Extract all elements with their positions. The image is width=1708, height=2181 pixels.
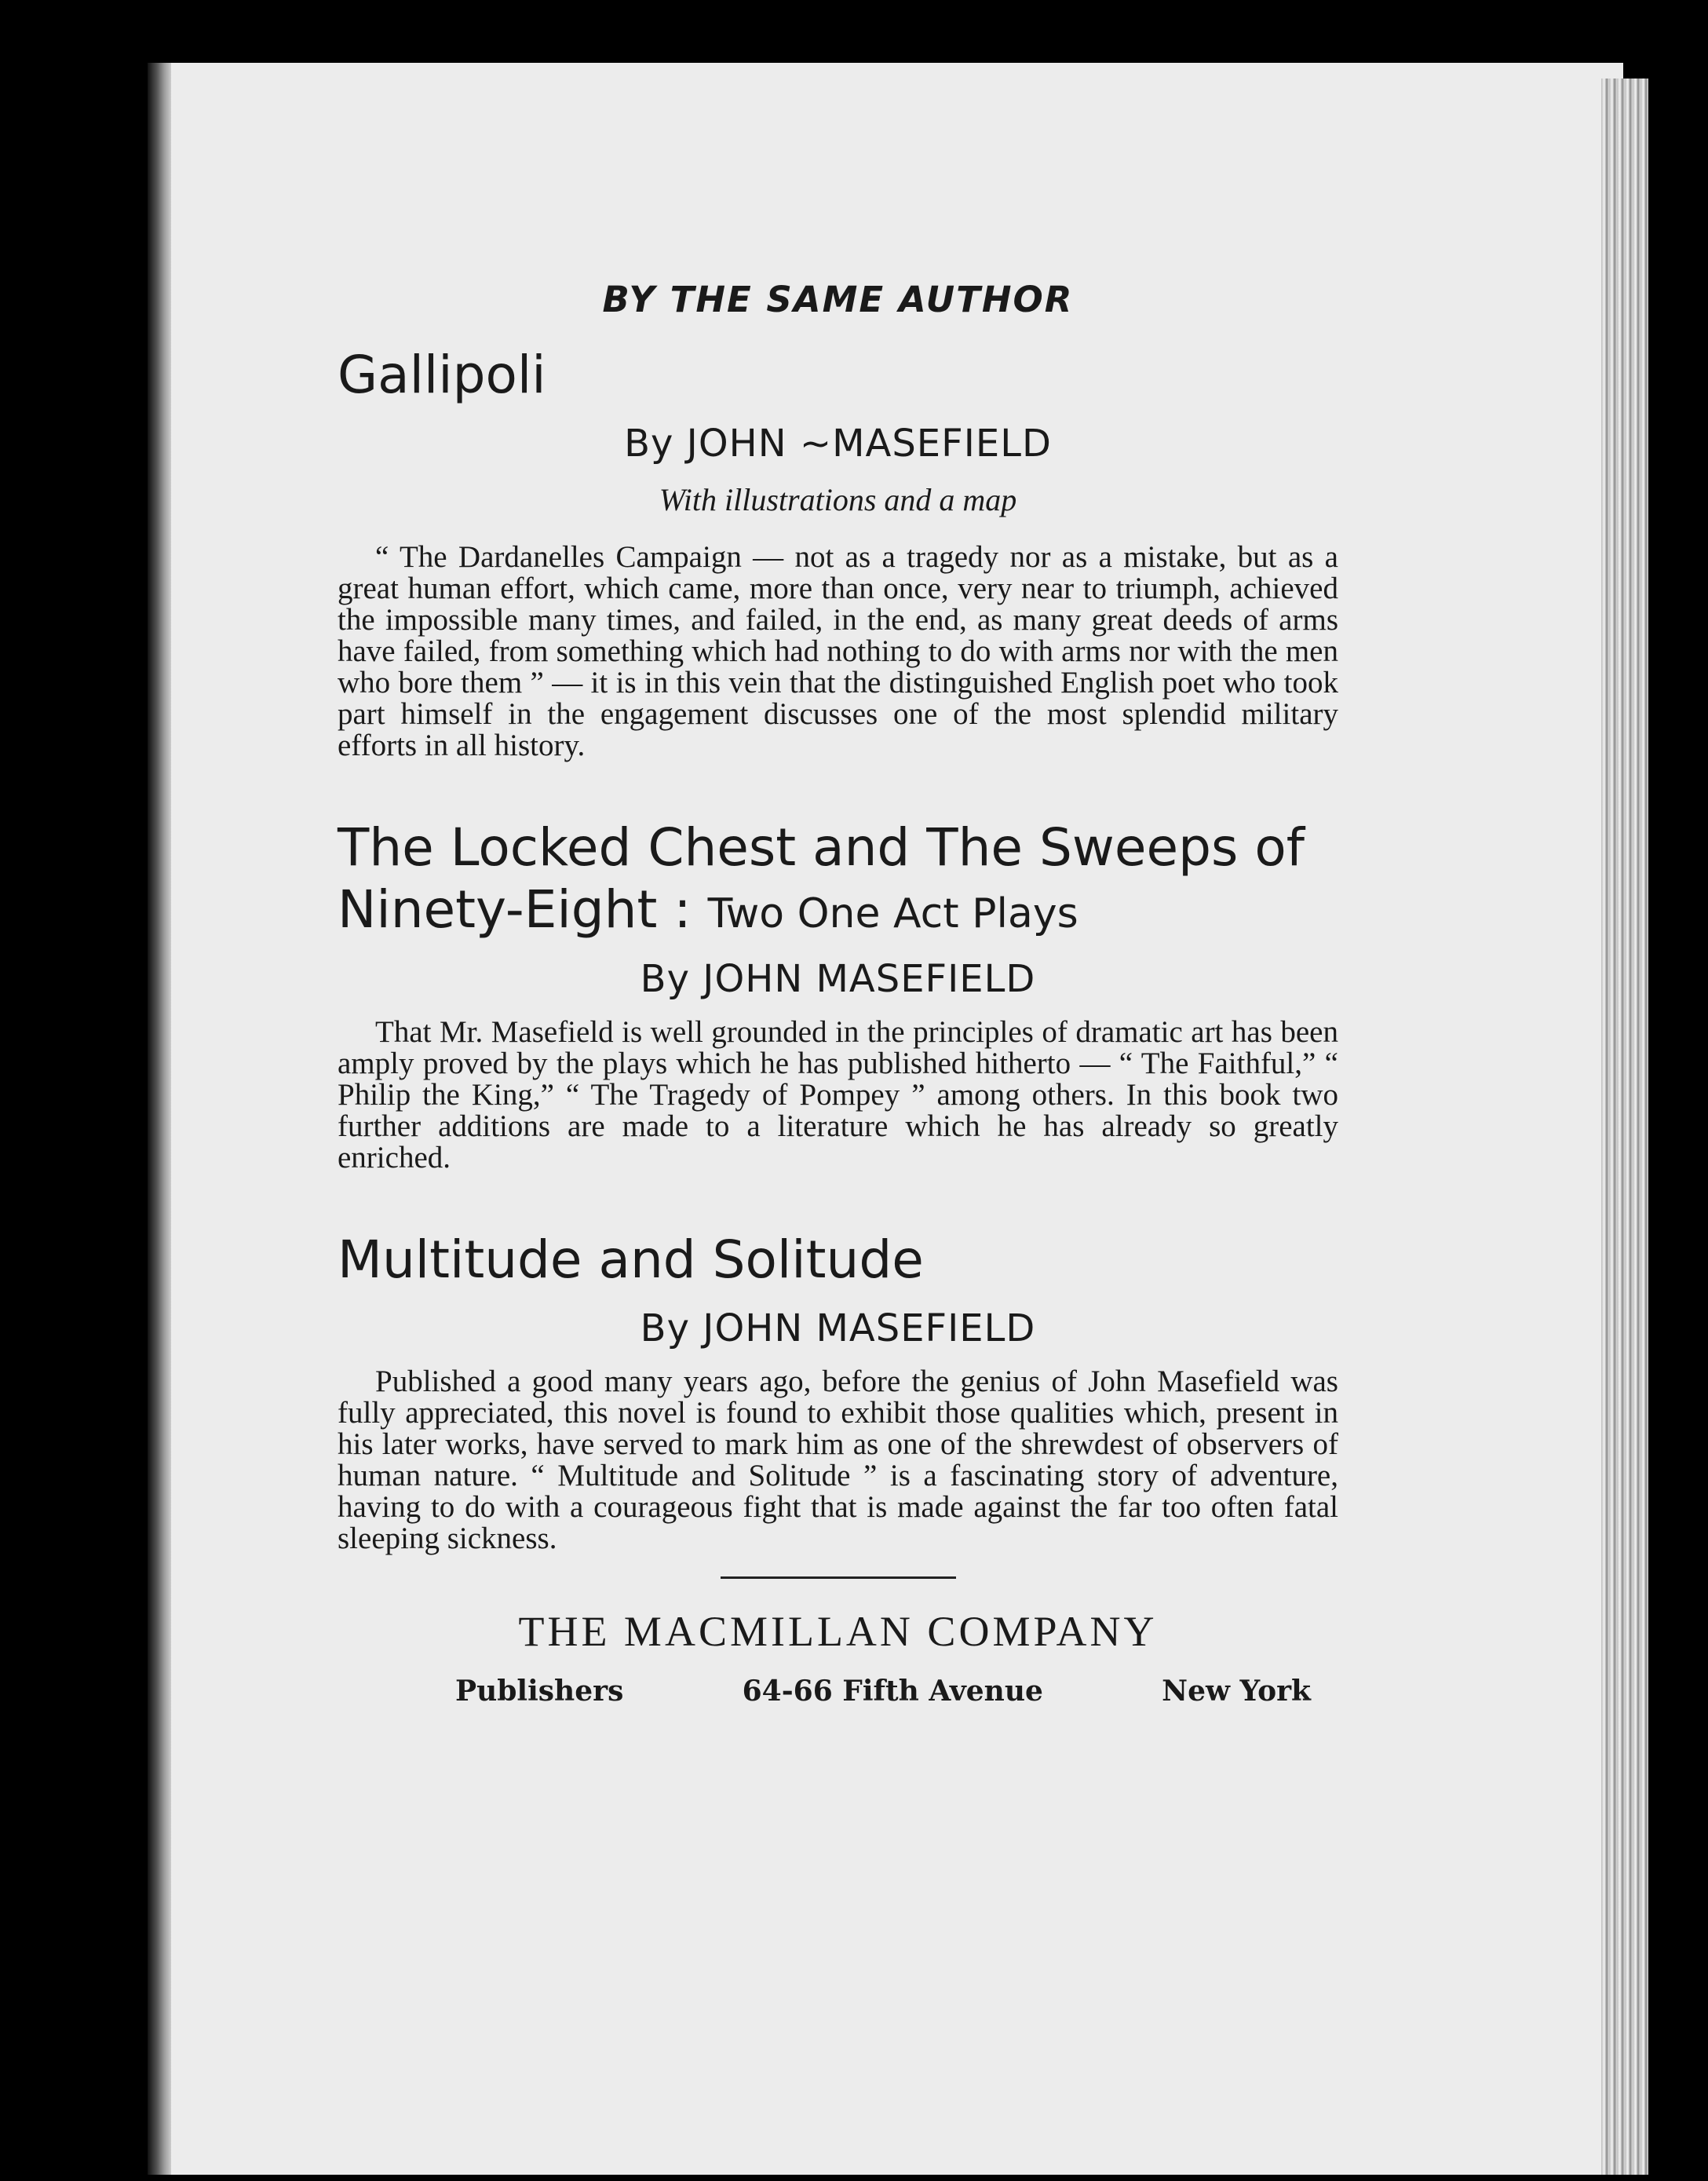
book-title — [338, 344, 1338, 406]
book-title-text: The Locked Chest and The Sweeps of Ninety-Eight : — [338, 817, 1305, 941]
book-title — [338, 817, 1338, 941]
book-description: Published a good many years ago, before the genius of John Masefield was fully appreciated, this novel is found to exhibit those qualities which, present in his later works, have served to mark him as one of the shrewdest of observers of human nature. “ Multitude and Solitude ” is a fascinating story of adventure, having to do with a courageous fight that is made against the far too often fatal sleeping sickness. — [338, 1364, 1338, 1555]
book-title-subtitle: Two One Act Plays — [707, 890, 1078, 938]
byline-author: JOHN ~MASEFIELD — [686, 422, 1052, 466]
book-description: “ The Dardanelles Campaign — not as a tragedy nor as a mistake, but as a great human effort, which came, more than once, very near to triumph, achieved the impossible many times, and failed, in the end, as many great deeds of arms have failed, from something which had nothing to do with arms nor with the men who bore them ” — it is in this vein that the distinguished English poet who took part himself in the engagement discusses one of the most splendid military efforts in all history. — [338, 540, 1338, 763]
city: New York — [1162, 1674, 1311, 1708]
author-byline — [338, 957, 1338, 1001]
byline-by: By — [640, 956, 691, 1001]
book-entry-multitude — [338, 1229, 1338, 1554]
book-entry-locked-chest — [338, 817, 1338, 1173]
divider-rule — [721, 1576, 956, 1579]
byline-author: JOHN MASEFIELD — [703, 1306, 1036, 1350]
byline-author: JOHN MASEFIELD — [703, 956, 1036, 1001]
publisher-name: THE MACMILLAN COMPANY — [518, 1607, 1158, 1655]
book-description: That Mr. Masefield is well grounded in the principles of dramatic art has been amply proved by the plays which he has published hitherto — “ The Faithful,” “ Philip the King,” “ The Tragedy of Pompey ” among others. In this book two further additions are made to a literature which he has already so greatly enriched. — [338, 1014, 1338, 1175]
book-title — [338, 1229, 1338, 1291]
byline-by: By — [624, 422, 674, 466]
book-entry-gallipoli — [338, 344, 1338, 762]
book-subline: With illustrations and a map — [659, 482, 1017, 518]
street-address: 64-66 Fifth Avenue — [742, 1674, 1043, 1708]
page-edges — [1601, 79, 1648, 2175]
byline-by: By — [640, 1306, 691, 1350]
book-title-text: Gallipoli — [338, 345, 546, 405]
author-byline — [338, 422, 1338, 466]
book-title-text: Multitude and Solitude — [338, 1229, 924, 1290]
publisher-address — [338, 1675, 1338, 1708]
section-heading: BY THE SAME AUTHOR — [602, 279, 1074, 320]
author-byline — [338, 1306, 1338, 1350]
page-content — [338, 279, 1338, 1708]
book-binding-shadow — [148, 63, 171, 2175]
publisher-label: Publishers — [455, 1674, 624, 1708]
